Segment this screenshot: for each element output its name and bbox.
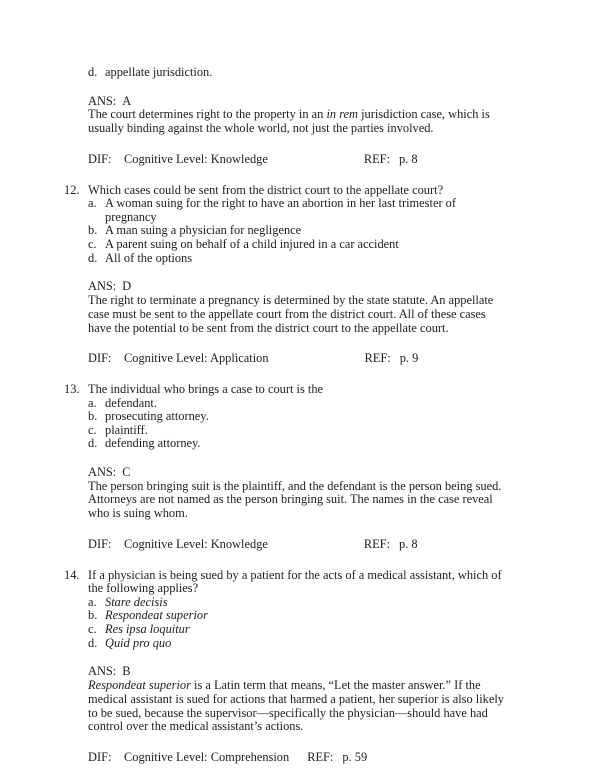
spacer: [64, 136, 509, 153]
meta-row: [64, 751, 509, 765]
ref-label: REF:: [363, 151, 391, 166]
dif-value: Cognitive Level: Comprehension: [124, 750, 290, 765]
ref-value: p. 59: [342, 750, 368, 765]
option-letter: c.: [88, 422, 97, 437]
answer-line: [64, 280, 509, 294]
spacer: [64, 650, 509, 665]
option-text: A parent suing on behalf of a child injured in a car accident: [105, 236, 399, 251]
option-letter: b.: [88, 608, 98, 623]
list-item: [64, 66, 509, 80]
option-letter: c.: [88, 622, 97, 637]
dif-value: Cognitive Level: Application: [124, 351, 269, 366]
question-number: 14.: [64, 567, 80, 582]
spacer: [64, 521, 509, 538]
list-item: [64, 609, 509, 623]
spacer: [64, 167, 509, 184]
question-row: [64, 383, 509, 397]
ref-label: REF:: [307, 750, 334, 765]
question-number: 12.: [64, 182, 80, 197]
option-letter: d.: [88, 436, 98, 451]
list-item: [64, 623, 509, 637]
option-letter: d.: [88, 65, 98, 79]
spacer: [64, 734, 509, 751]
question-row: [64, 184, 509, 198]
list-item: [64, 424, 509, 438]
explanation-part-rest: is a Latin term that means, “Let the master answer.” If the medical assistant is sued for actions that harmed a patient, her superior is also likely to be sued, because the supervisor—specifically the physician—should have had control over the medical assistant’s actions.: [88, 678, 505, 734]
answer-value: D: [122, 279, 132, 294]
meta-row: [64, 352, 509, 366]
meta-row: [64, 538, 509, 552]
option-text: Respondeat superior: [105, 608, 208, 623]
option-text: Quid pro quo: [105, 635, 172, 650]
dif-value: Cognitive Level: Knowledge: [124, 537, 268, 552]
answer-line: [64, 665, 509, 679]
explanation-part-post: jurisdiction case, which is usually binding against the whole world, not just the parties involved.: [88, 107, 490, 136]
answer-label: ANS:: [88, 464, 117, 479]
ref-value: p. 8: [399, 151, 418, 166]
ref-value: p. 8: [399, 537, 418, 552]
explanation-part-italic: Respondeat superior: [88, 678, 191, 693]
option-text: defending attorney.: [105, 436, 201, 451]
option-letter: a.: [88, 196, 97, 211]
explanation-text: [64, 108, 509, 136]
dif-label: DIF:: [88, 537, 112, 552]
option-letter: a.: [88, 594, 97, 609]
question-row: [64, 569, 509, 596]
explanation-text: [64, 679, 509, 734]
option-letter: b.: [88, 223, 98, 238]
dif-label: DIF:: [88, 750, 112, 765]
meta-row: [64, 153, 509, 167]
answer-label: ANS:: [88, 664, 117, 679]
option-text: Stare decisis: [105, 594, 168, 609]
answer-line: [64, 95, 509, 109]
spacer: [64, 366, 509, 383]
spacer: [64, 265, 509, 280]
ref-value: p. 9: [399, 351, 419, 366]
explanation-part-italic: in rem: [326, 107, 358, 122]
list-item: [64, 637, 509, 651]
option-text: prosecuting attorney.: [105, 409, 209, 424]
dif-label: DIF:: [88, 151, 112, 166]
spacer: [64, 552, 509, 569]
spacer: [64, 80, 509, 95]
spacer: [64, 451, 509, 466]
list-item: [64, 596, 509, 610]
dif-value: Cognitive Level: Knowledge: [124, 151, 268, 166]
question-stem: Which cases could be sent from the district court to the appellate court?: [88, 182, 444, 197]
answer-label: ANS:: [88, 279, 117, 294]
explanation-text: The right to terminate a pregnancy is determined by the state statute. An appellate case must be sent to the appellate court from the district court. All of these cases have the potential to be sent from the district court to the appellate court.: [88, 292, 494, 335]
option-text: A man suing a physician for negligence: [105, 223, 302, 238]
list-item: [64, 224, 509, 238]
question-stem: If a physician is being sued by a patient for the acts of a medical assistant, which of the following applies?: [88, 567, 502, 596]
option-text: Res ipsa loquitur: [105, 622, 190, 637]
spacer: [64, 335, 509, 352]
option-letter: d.: [88, 635, 98, 650]
option-text: defendant.: [105, 395, 157, 410]
question-stem: The individual who brings a case to court is the: [88, 381, 324, 396]
explanation-text: The person bringing suit is the plaintiff, and the defendant is the person being sued. Attorneys are not named as the person bringing suit. The names in the case reveal who is suing whom.: [88, 478, 502, 521]
option-letter: c.: [88, 236, 97, 251]
option-text: appellate jurisdiction.: [105, 65, 213, 79]
answer-value: C: [122, 464, 131, 479]
list-item: [64, 197, 509, 224]
dif-label: DIF:: [88, 351, 112, 366]
list-item: [64, 252, 509, 266]
list-item: [64, 238, 509, 252]
answer-value: B: [122, 664, 131, 679]
list-item: [64, 410, 509, 424]
list-item: [64, 397, 509, 411]
option-letter: d.: [88, 250, 98, 265]
answer-line: [64, 466, 509, 480]
answer-value: A: [122, 93, 132, 108]
page-content: [64, 66, 509, 765]
ref-label: REF:: [363, 537, 391, 552]
ref-label: REF:: [364, 351, 391, 366]
list-item: [64, 437, 509, 451]
option-text: plaintiff.: [105, 422, 148, 437]
option-letter: a.: [88, 395, 97, 410]
answer-label: ANS:: [88, 93, 117, 108]
question-number: 13.: [64, 381, 80, 396]
option-text: All of the options: [105, 250, 193, 265]
option-text: A woman suing for the right to have an abortion in her last trimester of pregnancy: [105, 196, 456, 224]
explanation-part-pre: The court determines right to the property in an: [88, 107, 327, 122]
option-letter: b.: [88, 409, 98, 424]
